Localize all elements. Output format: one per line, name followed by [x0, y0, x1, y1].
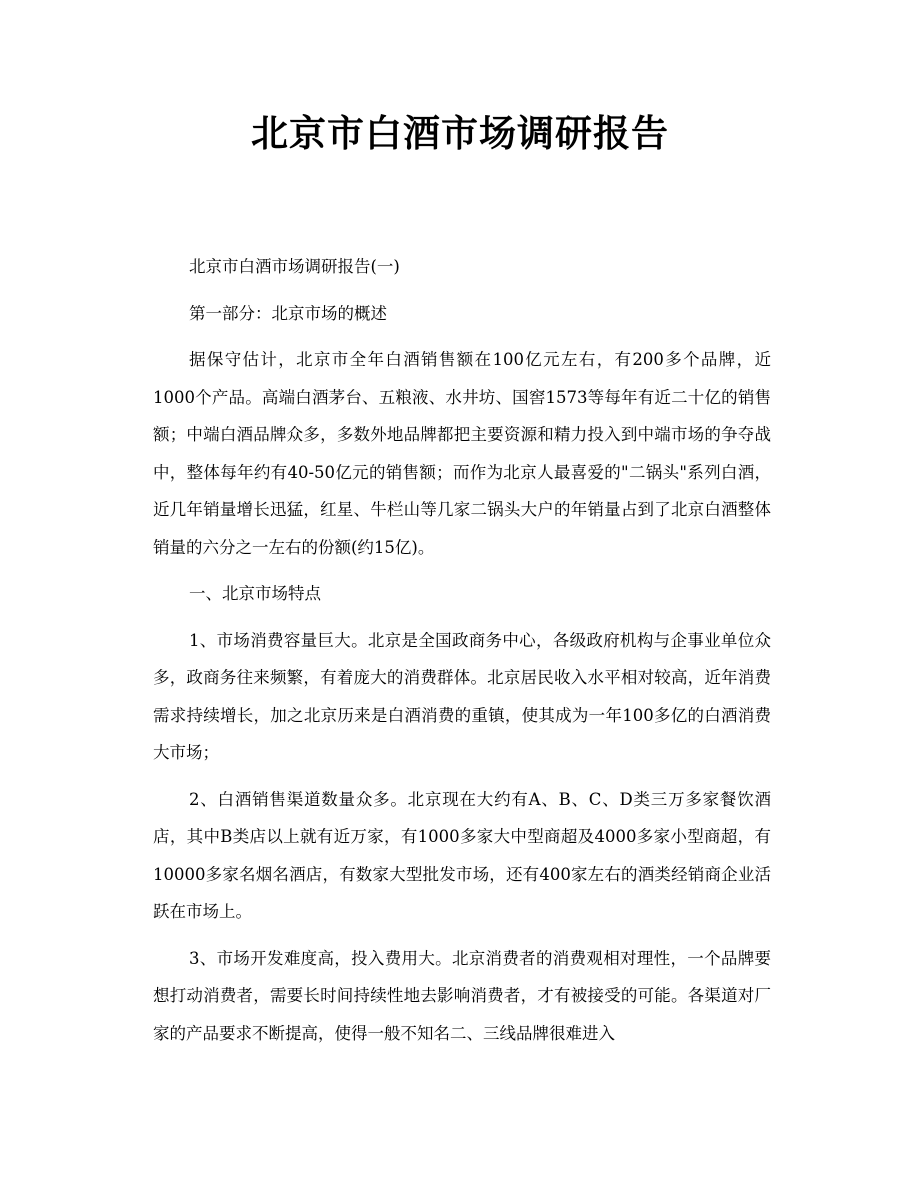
section-heading: 第一部分：北京市场的概述 — [189, 303, 387, 323]
point-1-paragraph: 1、市场消费容量巨大。北京是全国政商务中心，各级政府机构与企事业单位众多，政商务往来频繁，有着庞大的消费群体。北京居民收入水平相对较高，近年消费需求持续增长，加之北京历来是白酒消费的重镇，使其成为一年100多亿的白酒消费大市场； — [153, 630, 771, 762]
subsection-heading: 一、北京市场特点 — [189, 584, 321, 603]
overview-paragraph: 据保守估计，北京市全年白酒销售额在100亿元左右，有200多个品牌，近1000个产品。高端白酒茅台、五粮液、水井坊、国窖1573等每年有近二十亿的销售额；中端白酒品牌众多，多数外地品牌都把主要资源和精力投入到中端市场的争夺战中，整体每年约有40-50亿元的销售额；而作为北京人最喜爱的"二锅头"系列白酒，近几年销量增长迅猛，红星、牛栏山等几家二锅头大户的年销量占到了北京白酒整体销量的六分之一左右的份额(约15亿)。 — [153, 350, 771, 557]
document-body — [153, 248, 771, 1061]
subtitle-paragraph: 北京市白酒市场调研报告(一) — [189, 257, 400, 276]
point-2-paragraph: 2、白酒销售渠道数量众多。北京现在大约有A、B、C、D类三万多家餐饮酒店，其中B类店以上就有近万家，有1000多家大中型商超及4000多家小型商超，有10000多家名烟名酒店，有数家大型批发市场，还有400家左右的酒类经销商企业活跃在市场上。 — [153, 789, 771, 921]
document-title: 北京市白酒市场调研报告 — [251, 111, 669, 155]
point-3-paragraph: 3、市场开发难度高，投入费用大。北京消费者的消费观相对理性，一个品牌要想打动消费者，需要长时间持续性地去影响消费者，才有被接受的可能。各渠道对厂家的产品要求不断提高，使得一般不知名二、三线品牌很难进入 — [153, 948, 771, 1043]
